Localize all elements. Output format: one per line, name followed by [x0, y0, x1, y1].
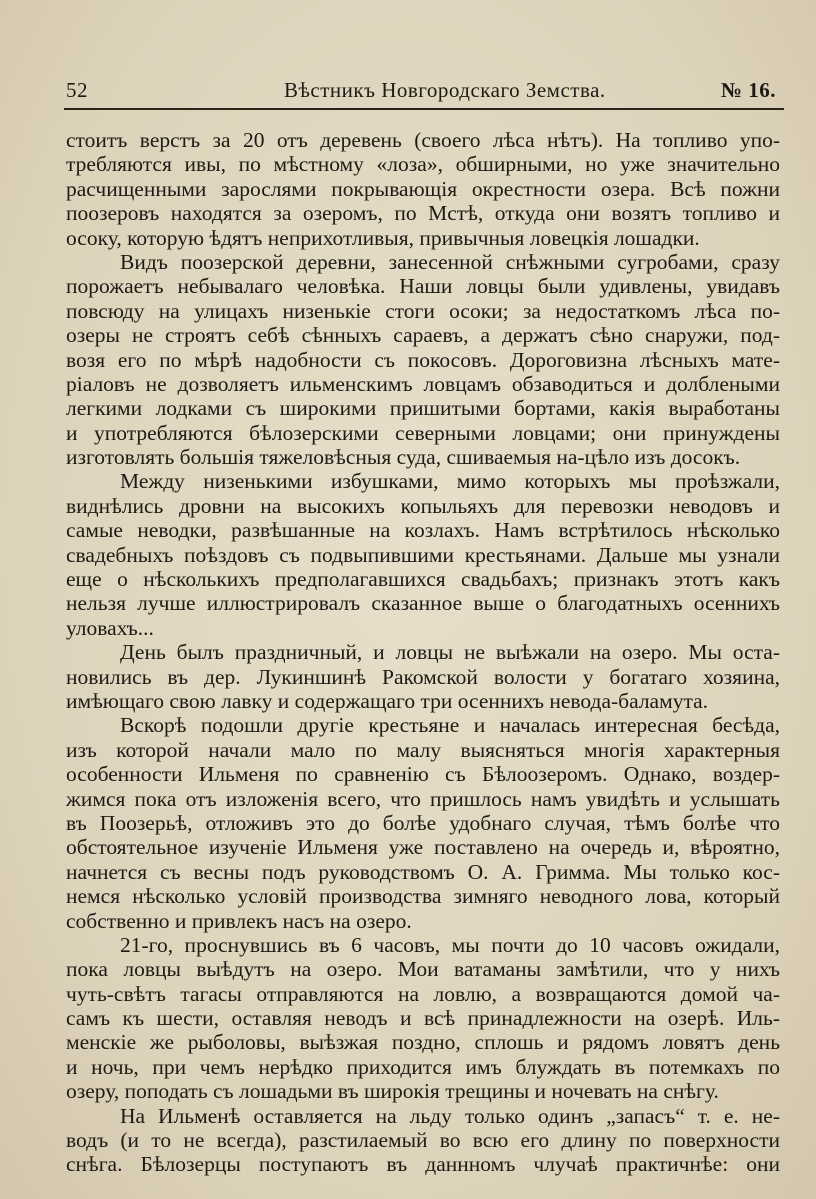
text-line: озеру, поподать съ лошадьми въ широкія трещины и ночевать на снѣгу.	[66, 1079, 719, 1104]
journal-title: Вѣстникъ Новгородскаго Земства.	[284, 78, 606, 102]
text-line: поозеровъ находятся за озеромъ, по Мстѣ, откуда они возятъ топливо и	[66, 201, 780, 226]
text-line: Вскорѣ подошли другіе крестьяне и началась интересная бесѣда,	[120, 713, 780, 738]
text-line: возя его по мѣрѣ надобности съ покосовъ. Дороговизна лѣсныхъ мате-	[66, 347, 780, 372]
text-line: 21-го, проснувшись въ 6 часовъ, мы почти до 10 часовъ ожидали,	[120, 932, 780, 957]
text-line: изготовлять большія тяжеловѣсныя суда, сшиваемыя на-цѣло изъ досокъ.	[66, 445, 741, 470]
text-line: расчищенными зарослями покрывающія окрестности озера. Всѣ пожни	[66, 176, 780, 201]
text-line: начнется съ весны подъ руководствомъ О. А. Гримма. Мы только кос-	[66, 859, 780, 884]
text-line: жимся пока отъ изложенія всего, что пришлось намъ увидѣть и услышать	[66, 786, 780, 811]
text-line: На Ильменѣ оставляется на льду только одинъ „запасъ“ т. е. не-	[120, 1103, 780, 1128]
text-line: самые неводки, развѣшанные на козлахъ. Намъ встрѣтилось нѣсколько	[66, 518, 780, 543]
text-line: собственно и привлекъ насъ на озеро.	[66, 908, 412, 933]
text-line: стоитъ верстъ за 20 отъ деревень (своего лѣса нѣтъ). На топливо упо-	[66, 128, 780, 152]
text-line: менскіе же рыболовы, выѣзжая поздно, сплошь и рядомъ ловятъ день	[66, 1030, 780, 1055]
text-line: и употребляются бѣлозерскими северными ловцами; они принуждены	[66, 420, 780, 445]
text-line: свадебныхъ поѣздовъ съ подвыпившими крестьянами. Дальше мы узнали	[66, 542, 780, 567]
text-line: немся нѣсколько условій производства зимняго неводного лова, который	[66, 884, 780, 909]
issue-number: № 16.	[720, 78, 776, 102]
text-line: требляются ивы, по мѣстному «лоза», обширными, но уже значительно	[66, 152, 780, 177]
text-line: нельзя лучше иллюстрировалъ сказанное выше о благодатныхъ осеннихъ	[66, 591, 780, 616]
text-line: снѣга. Бѣлозерцы поступаютъ въ даннномъ члучаѣ практичнѣе: они	[66, 1152, 780, 1177]
text-line: виднѣлись дровни на высокихъ копыльяхъ для перевозки неводовъ и	[66, 493, 780, 518]
text-line: озеры не строятъ себѣ сѣнныхъ сараевъ, а держатъ сѣно снаружи, под-	[66, 323, 780, 348]
text-line: обстоятельное изученіе Ильменя уже поставлено на очередь и, вѣроятно,	[66, 835, 780, 860]
text-line: водъ (и то не всегда), разстилаемый во всю его длину по поверхности	[66, 1128, 780, 1153]
text-line: пока ловцы выѣдутъ на озеро. Мои ватаманы замѣтили, что у нихъ	[66, 957, 780, 982]
text-line: имѣющаго свою лавку и содержащаго три осеннихъ невода-баламута.	[66, 688, 709, 713]
text-line: День былъ праздничный, и ловцы не выѣжали на озеро. Мы оста-	[120, 640, 780, 665]
text-line: Видъ поозерской деревни, занесенной снѣжными сугробами, сразу	[120, 249, 780, 274]
body-text	[66, 128, 780, 1177]
text-line: въ Поозерьѣ, отложивъ это до болѣе удобнаго случая, тѣмъ болѣе что	[66, 810, 780, 835]
text-line: чуть-свѣтъ тагасы отправляются на ловлю, а возвращаются домой ча-	[66, 981, 780, 1006]
header-rule	[64, 108, 784, 110]
text-line: Между низенькими избушками, мимо которыхъ мы проѣзжали,	[120, 469, 780, 494]
page-number: 52	[66, 78, 88, 102]
text-line: особенности Ильменя по сравненію съ Бѣлоозеромъ. Однако, воздер-	[66, 762, 780, 787]
text-line: новились въ дер. Лукиншинѣ Ракомской волости у богатаго хозяина,	[66, 664, 780, 689]
text-line: самъ къ шести, оставляя неводъ и всѣ принадлежности на озерѣ. Иль-	[66, 1006, 780, 1031]
text-line: еще о нѣсколькихъ предполагавшихся свадьбахъ; признакъ этотъ какъ	[66, 567, 780, 592]
text-line: уловахъ...	[66, 615, 154, 640]
running-head	[66, 78, 780, 108]
text-line: легкими лодками съ широкими пришитыми бортами, какія выработаны	[66, 396, 780, 421]
text-line: осоку, которую ѣдятъ неприхотливыя, привычныя ловецкія лошадки.	[66, 225, 700, 250]
text-line: повсюду на улицахъ низенькіе стоги осоки; за недостаткомъ лѣса по-	[66, 298, 780, 323]
text-line: и ночь, при чемъ нерѣдко приходится имъ блуждать въ потемкахъ по	[66, 1054, 780, 1079]
text-line: порожаетъ небывалаго человѣка. Наши ловцы были удивлены, увидавъ	[66, 274, 780, 299]
text-line: изъ которой начали мало по малу выясняться многія характерныя	[66, 737, 780, 762]
text-line: ріаловъ не дозволяетъ ильменскимъ ловцамъ обзаводиться и долблеными	[66, 371, 780, 396]
